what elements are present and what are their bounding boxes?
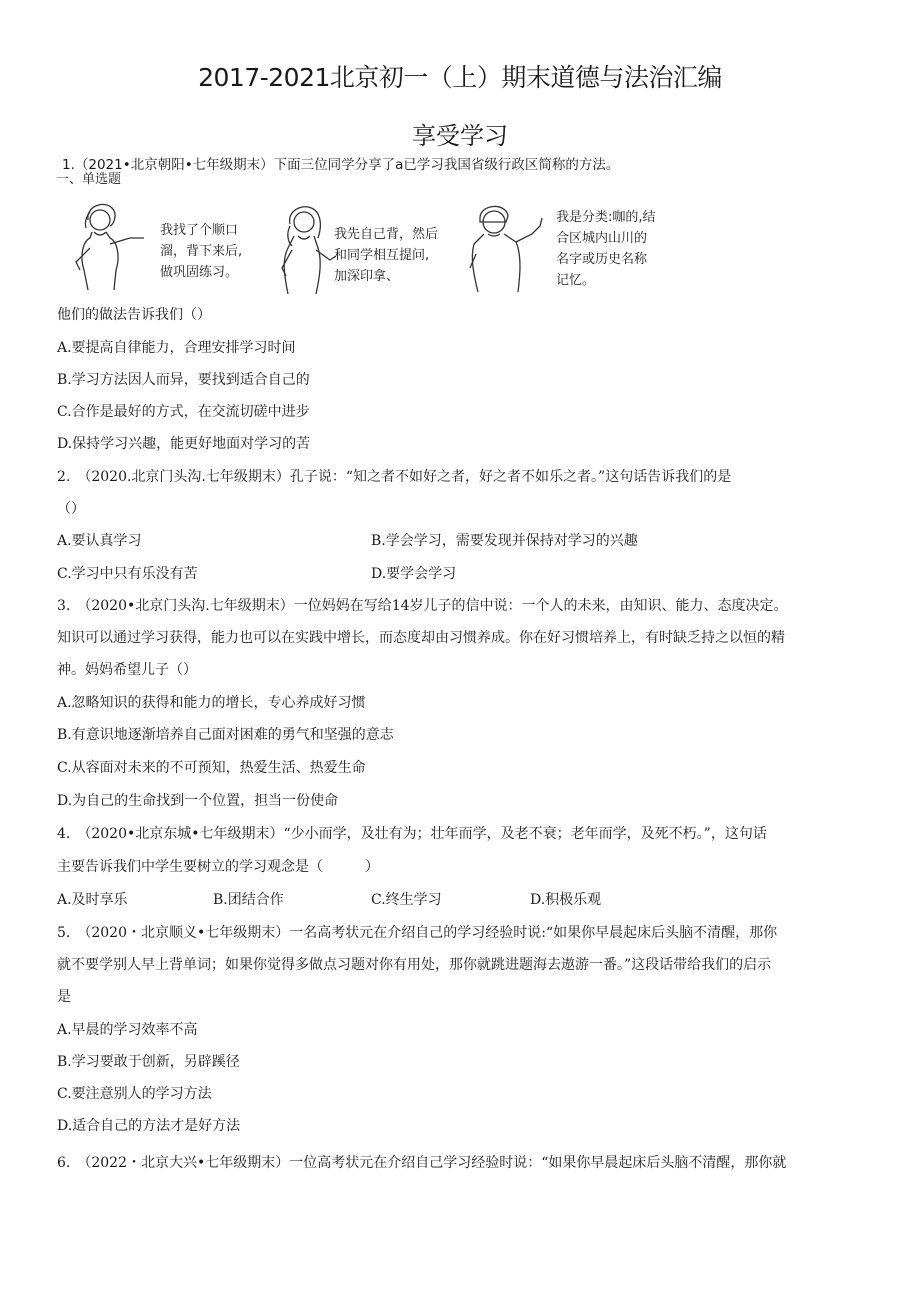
question-1-stem: 1.（2021•北京朝阳•七年级期末）下面三位同学分享了a已学习我国省级行政区简称的方法。 [62, 157, 620, 173]
q2-option-a[interactable]: A.要认真学习 [57, 533, 142, 549]
question-3-stem-line: 神。妈妈希望儿子（） [57, 662, 197, 678]
bubble-2-line: 我先自己背，然后 [334, 227, 439, 242]
question-4-stem-line: 4. （2020•北京东城•七年级期末）“少小而学，及壮有为；壮年而学，及老不衰；老年而学，及死不朽。”，这句话 [57, 826, 767, 842]
question-4-stem-line: 主要告诉我们中学生要树立的学习观念是（ ） [57, 859, 379, 875]
question-3-stem-line: 3. （2020•北京门头沟.七年级期末）一位妈妈在写给14岁儿子的信中说：一个人的未来，由知识、能力、态度决定。 [57, 598, 788, 614]
bubble-1-line: 溜，背下来后, [160, 244, 243, 259]
speech-bubble-1 [160, 220, 242, 283]
q5-option-c[interactable]: C.要注意别人的学习方法 [57, 1086, 212, 1102]
question-2-stem: 2. （2020.北京门头沟.七年级期末）孔子说：“知之者不如好之者，好之者不如乐之者。”这句话告诉我们的是 [57, 469, 732, 485]
bubble-3-line: 合区城内山川的 [556, 231, 648, 246]
bubble-1-line: 我找了个顺口 [160, 223, 239, 238]
q5-option-d[interactable]: D.适合自己的方法才是好方法 [57, 1118, 241, 1134]
bubble-2-line: 和同学相互提问, [334, 248, 430, 263]
q5-option-b[interactable]: B.学习要敢于创新，另辟蹊径 [57, 1054, 240, 1070]
q3-option-d[interactable]: D.为自己的生命找到一个位置，担当一份使命 [57, 793, 339, 809]
q5-option-a[interactable]: A.早晨的学习效率不高 [57, 1022, 198, 1038]
student-figure-1 [70, 198, 160, 294]
q1-option-a[interactable]: A.要提高自律能力，合理安排学习时间 [57, 340, 296, 356]
question-1-ask: 他们的做法告诉我们（） [57, 307, 211, 323]
question-6-stem-line: 6. （2022・北京大兴•七年级期末）一位高考状元在介绍自己学习经验时说：“如果你早晨起床后头脑不清醒，那你就 [57, 1155, 787, 1171]
document-title: 2017-2021北京初一（上）期末道德与法治汇编 [198, 63, 722, 92]
q3-option-b[interactable]: B.有意识地逐渐培养自己面对困难的勇气和坚强的意志 [57, 727, 394, 743]
question-5-stem-line: 5. （2020・北京顺义•七年级期末）一名高考状元在介绍自己的学习经验时说:“如果你早晨起床后头脑不清醒，那你 [57, 925, 778, 941]
q1-option-d[interactable]: D.保持学习兴趣，能更好地面对学习的苦 [57, 436, 311, 452]
student-figure-3 [466, 198, 556, 294]
section-heading: 一、单选题 [56, 172, 122, 187]
q2-option-c[interactable]: C.学习中只有乐没有苦 [57, 566, 198, 582]
document-subtitle: 享受学习 [412, 122, 508, 150]
question-5-stem-line: 就不要学别人早上背单词；如果你觉得多做点习题对你有用处，那你就跳进题海去遨游一番。”这段话带给我们的启示 [57, 957, 772, 973]
question-3-stem-line: 知识可以通过学习获得，能力也可以在实践中增长，而态度却由习惯养成。你在好习惯培养上，有时缺乏持之以恒的精 [57, 630, 785, 646]
q4-option-c[interactable]: C.终生学习 [371, 892, 442, 908]
girl-illustration-icon [272, 198, 342, 296]
bubble-3-line: 记忆。 [556, 273, 596, 288]
question-5-stem-line: 是 [57, 989, 71, 1005]
q2-option-d[interactable]: D.要学会学习 [371, 566, 457, 582]
q4-option-d[interactable]: D.积极乐观 [530, 892, 602, 908]
girl-illustration-icon [70, 198, 160, 294]
speech-bubble-3 [556, 207, 656, 291]
q1-option-b[interactable]: B.学习方法因人而异，要找到适合自己的 [57, 372, 310, 388]
bubble-3-line: 我是分类:咖的,结 [556, 210, 656, 225]
bubble-2-line: 加深印拿、 [334, 269, 400, 284]
q1-option-c[interactable]: C.合作是最好的方式，在交流切磋中进步 [57, 404, 310, 420]
bubble-3-line: 名字或历史名称 [556, 252, 648, 267]
bubble-1-line: 做巩固练习。 [160, 265, 239, 280]
student-figure-2 [272, 198, 342, 296]
question-2-stem-cont: （） [57, 501, 85, 517]
q3-option-c[interactable]: C.从容面对未来的不可预知，热爱生活、热爱生命 [57, 760, 366, 776]
q4-option-a[interactable]: A.及时享乐 [57, 892, 128, 908]
q3-option-a[interactable]: A.忽略知识的获得和能力的增长，专心养成好习惯 [57, 695, 366, 711]
q4-option-b[interactable]: B.团结合作 [213, 892, 284, 908]
boy-illustration-icon [466, 198, 556, 294]
q2-option-b[interactable]: B.学会学习，需要发现并保持对学习的兴趣 [371, 533, 638, 549]
speech-bubble-2 [334, 224, 438, 287]
